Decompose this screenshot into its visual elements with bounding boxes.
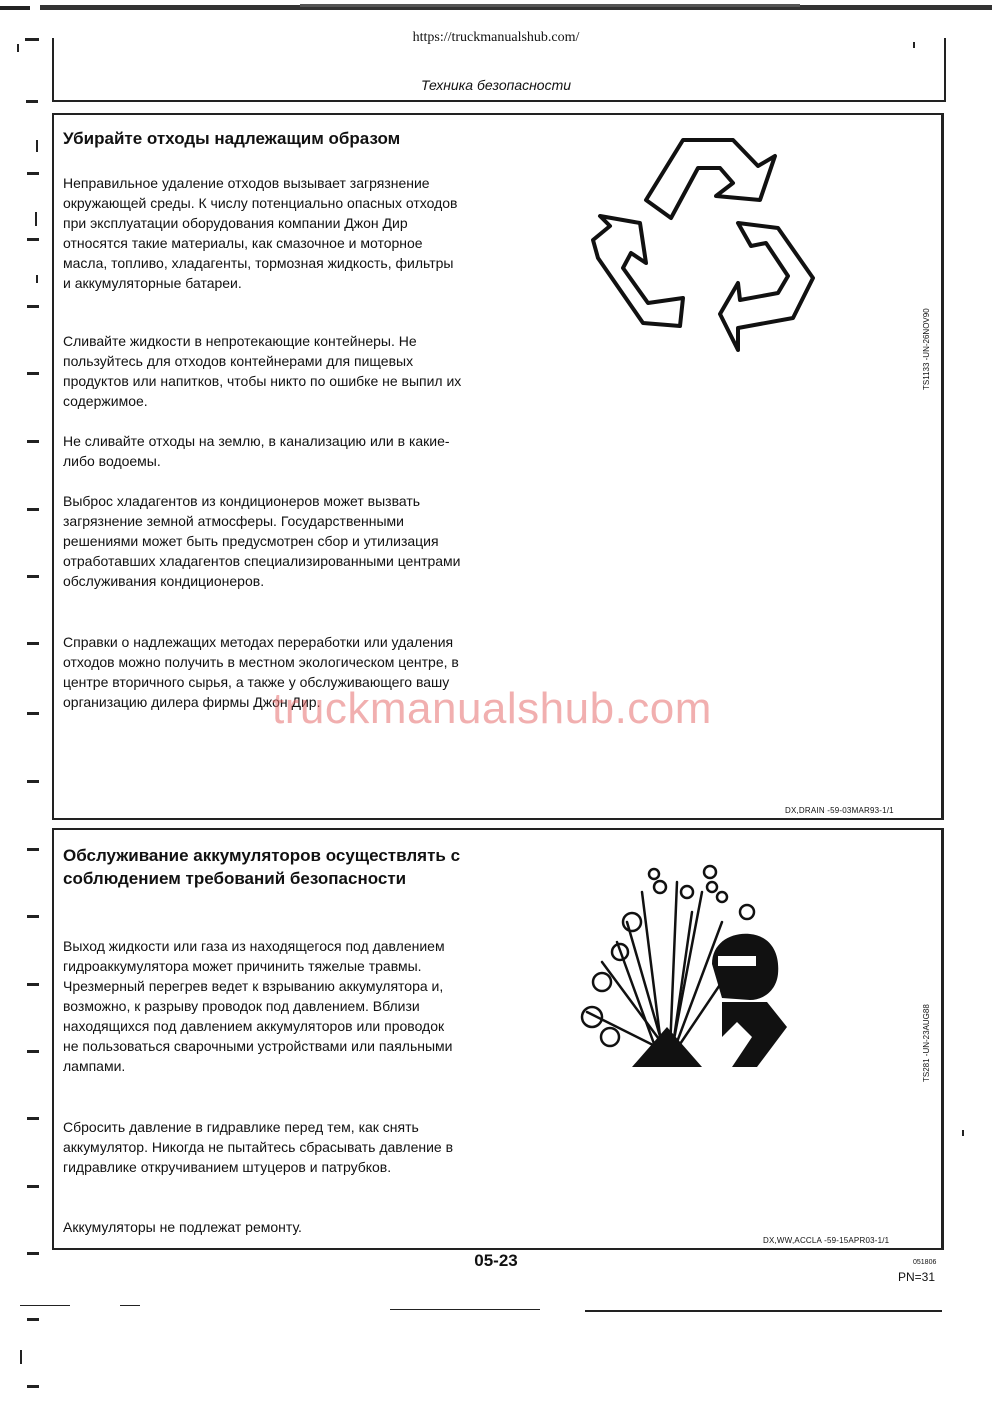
explosion-image-code: TS281 -UN-23AUG88 <box>922 1004 931 1082</box>
explosion-icon <box>572 852 812 1082</box>
source-url: https://truckmanualshub.com/ <box>412 30 580 45</box>
recycle-icon <box>588 128 818 353</box>
pn-label: PN=31 <box>898 1270 936 1284</box>
page-number: 05-23 <box>474 1251 518 1270</box>
waste-paragraph-4: Выброс хладагентов из кондиционеров может вызвать загрязнение земной атмосферы. Государственными решениями может быть предусмотрен сбор и утилизация отработавших хладагентов специализированными центрами обслуживания кондиционеров. <box>63 493 461 589</box>
accumulator-title: Обслуживание аккумуляторов осуществлять с соблюдением требований безопасности <box>63 846 461 888</box>
waste-paragraph-5: Справки о надлежащих методах переработки или удаления отходов можно получить в местном экологическом центре, в центре вторичного сырья, а также у обслуживающего вашу организацию дилера фирмы Джон Дир. <box>63 634 459 710</box>
waste-paragraph-3: Не сливайте отходы на землю, в канализацию или в какие-либо водоемы. <box>63 433 450 469</box>
waste-disposal-title: Убирайте отходы надлежащим образом <box>63 129 401 148</box>
accumulator-paragraph-1: Выход жидкости или газа из находящегося под давлением гидроаккумулятора может причинить тяжелые травмы. Чрезмерный перегрев ведет к взрыванию аккумулятора и, возможно, к разрыву проводок под давлением. Вблизи находящихся под давлением аккумуляторов или проводок не пользоваться сварочными устройствами или паяльными лампами. <box>63 938 453 1074</box>
print-code: 051806 <box>913 1259 937 1266</box>
accumulator-paragraph-3: Аккумуляторы не подлежат ремонту. <box>63 1219 302 1235</box>
recycle-image-code: TS1133 -UN-26NOV90 <box>922 308 931 390</box>
accumulator-footer-code: DX,WW,ACCLA -59-15APR03-1/1 <box>763 1236 890 1245</box>
accumulator-paragraph-2: Сбросить давление в гидравлике перед тем, как снять аккумулятор. Никогда не пытайтесь сбрасывать давление в гидравлике откручиванием штуцеров и патрубков. <box>63 1119 454 1175</box>
waste-footer-code: DX,DRAIN -59-03MAR93-1/1 <box>785 806 894 815</box>
section-header-title: Техника безопасности <box>420 77 572 93</box>
watermark: truckmanualshub.com <box>272 684 712 733</box>
waste-paragraph-1: Неправильное удаление отходов вызывает загрязнение окружающей среды. К числу потенциально опасных отходов при эксплуатации оборудования компании Джон Дир относятся такие материалы, как смазочное и моторное масла, топливо, хладагенты, тормозная жидкость, фильтры и аккумуляторные батареи. <box>63 175 458 291</box>
waste-paragraph-2: Сливайте жидкости в непротекающие контейнеры. Не пользуйтесь для отходов контейнерами для пищевых продуктов или напитков, чтобы никто по ошибке не выпил их содержимое. <box>63 333 462 409</box>
